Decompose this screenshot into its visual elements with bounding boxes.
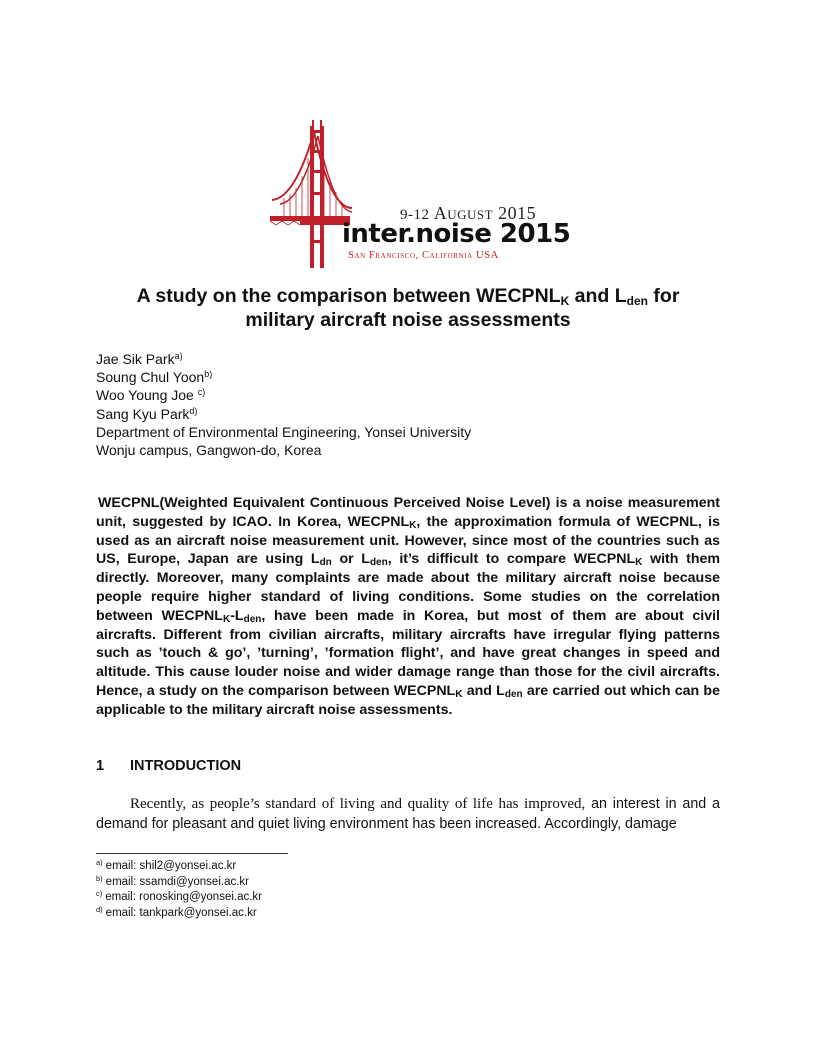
section-title: INTRODUCTION (130, 758, 242, 774)
footnote: $^{c)}$ email: ronosking@yonsei.ac.kr (96, 889, 263, 904)
footnote: $^{a)}$ email: shil2@yonsei.ac.kr (96, 858, 237, 872)
author: Jae Sik Park$^{a)}$ (96, 351, 183, 367)
conference-logo (270, 120, 571, 270)
footnote: $^{d)}$ email: tankpark@yonsei.ac.kr (96, 904, 257, 919)
abstract: WECPNL(Weighted Equivalent Continuous Perceived Noise Level) is a noise measurement unit, suggested by ICAO. In Korea, $WECPNL_K$, the approximation formula of WECPNL, is used as an aircraft noise measurement unit. However, since most of the countries such as US, Europe, Japan are using $L_{dn}$ or $L_{den}$, it’s difficult to compare $WECPNL_K$ with them directly. Moreover, many complaints are made about the military aircraft noise because people require higher standard of living conditions. Some studies on the correlation between $WECPNL_K-L_{den}$, have been made in Korea, but most of them are about civil aircrafts. Different from civilian aircrafts, military aircrafts have irregular flying patterns such as ’touch & go’, ’turning’, ’formation flight’, and have great changes in speed and altitude. This cause louder noise and wider damage range than those for the civil aircrafts. Hence, a study on the comparison between $WECPNL_K$ and $L_{den}$ are carried out which can be applicable to the military aircraft noise assessments. (96, 495, 720, 718)
section-number: 1 (96, 758, 105, 774)
intro-paragraph: Recently, as people’s standard of living and quality of life has improved, an interest in and a demand for pleasant and quiet living environment has been increased. Accordingly, damage (96, 796, 720, 832)
footnote-divider (96, 853, 288, 854)
author: Soung Chul Yoon$^{b)}$ (96, 369, 213, 386)
author: Woo Young Joe $^{c)}$ (96, 387, 206, 404)
paper-title-line2: military aircraft noise assessments (245, 309, 571, 331)
footnote: $^{b)}$ email: ssamdi@yonsei.ac.kr (96, 873, 250, 888)
paper-title: A study on the comparison between $WECPNL_K$ and $L_{den}$ for military aircraft noise assessments (96, 284, 720, 332)
conference-location: San Francisco, California USA (348, 250, 499, 261)
conference-name: inter.noise 2015 (342, 219, 571, 249)
conference-date: 9-12 August 2015 (400, 203, 537, 223)
conference-date-text: August 2015 (433, 203, 537, 223)
author-list (96, 350, 471, 459)
section-heading (96, 758, 241, 774)
footnotes (96, 859, 262, 921)
affiliation-line: Department of Environmental Engineering, Yonsei University (96, 423, 472, 440)
author: Sang Kyu Park$^{d)}$ (96, 405, 198, 422)
affiliation-line: Wonju campus, Gangwon-do, Korea (96, 442, 322, 459)
